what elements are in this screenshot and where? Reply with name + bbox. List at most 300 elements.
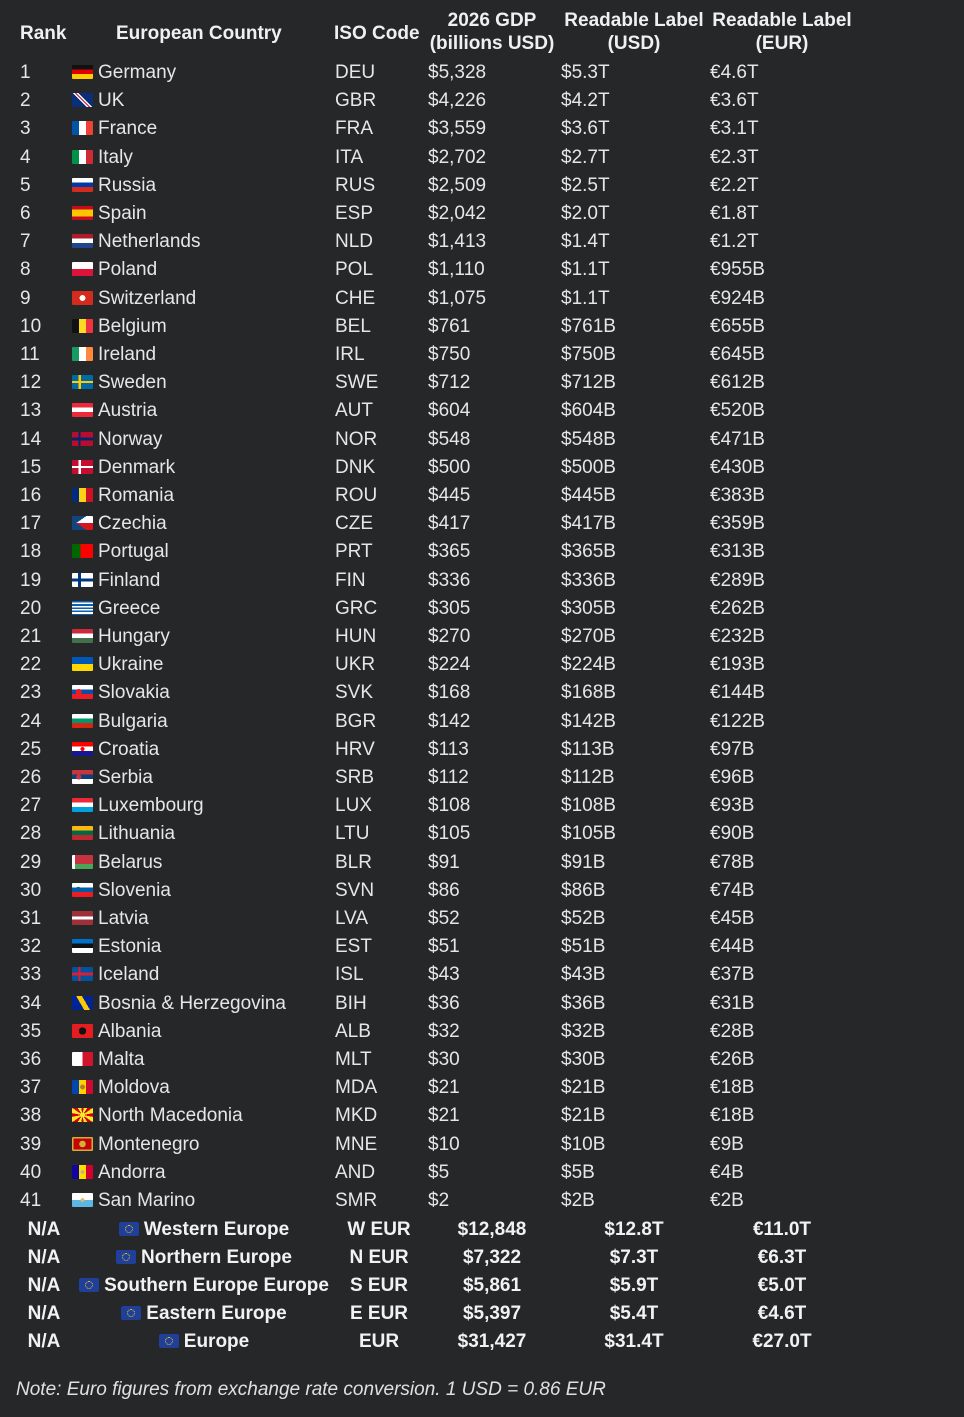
cell-country: [72, 454, 175, 482]
cell-iso: POL: [335, 259, 374, 281]
flag-iceland-icon: [72, 967, 93, 981]
cell-usd: $2.5T: [561, 174, 610, 196]
cell-rank: 36: [20, 1049, 42, 1070]
cell-iso: BLR: [335, 851, 372, 873]
cell-usd: $86B: [561, 879, 606, 901]
cell-rank: 27: [20, 795, 42, 817]
flag-estonia-icon: [72, 939, 93, 953]
cell-iso: AUT: [335, 400, 373, 422]
table-row: [0, 849, 964, 877]
cell-usd: $21B: [561, 1077, 606, 1099]
country-name: Ireland: [98, 344, 157, 365]
cell-iso: BEL: [335, 315, 371, 337]
cell-rank: 7: [20, 231, 31, 253]
cell-country: [72, 510, 167, 538]
cell-gdp: $365: [428, 541, 471, 563]
cell-eur: €3.1T: [710, 118, 759, 140]
cell-eur: €122B: [710, 710, 765, 732]
cell-iso: HUN: [335, 626, 377, 647]
table-row: [0, 1159, 964, 1187]
country-name: Ukraine: [98, 654, 164, 676]
cell-rank: 33: [20, 964, 42, 986]
cell-iso: LUX: [335, 795, 372, 817]
country-name: North Macedonia: [98, 1105, 243, 1127]
cell-iso: MNE: [335, 1133, 378, 1155]
cell-usd: $30B: [561, 1049, 606, 1070]
cell-gdp: $270: [428, 626, 471, 647]
cell-gdp: $305: [428, 597, 471, 619]
summary-cell-gdp: $7,322: [462, 1246, 522, 1268]
country-name: Slovenia: [98, 879, 171, 901]
cell-gdp: $21: [428, 1077, 460, 1099]
cell-gdp: $142: [428, 710, 471, 732]
table-row: [0, 313, 964, 341]
flag-moldova-icon: [72, 1080, 93, 1094]
cell-usd: $105B: [561, 823, 616, 845]
country-name: Denmark: [98, 456, 176, 478]
cell-country: [72, 1046, 144, 1074]
country-name: Russia: [98, 174, 157, 196]
country-name: Greece: [98, 597, 161, 619]
cell-usd: $305B: [561, 597, 616, 619]
cell-country: [72, 1187, 195, 1215]
cell-rank: 37: [20, 1077, 42, 1099]
cell-country: [72, 1102, 243, 1130]
summary-cell-usd: $5.4T: [609, 1303, 659, 1325]
flag-czechia-icon: [72, 516, 93, 530]
table-row: [0, 764, 964, 792]
cell-gdp: $2,702: [428, 146, 487, 168]
cell-iso: ISL: [335, 964, 364, 986]
table-row: [0, 961, 964, 989]
cell-rank: 16: [20, 485, 42, 506]
summary-cell-iso: N EUR: [349, 1246, 409, 1268]
cell-rank: 30: [20, 879, 42, 901]
summary-cell-country: [72, 1300, 336, 1328]
cell-iso: SVN: [335, 879, 375, 901]
cell-iso: MKD: [335, 1105, 378, 1127]
cell-eur: €430B: [710, 456, 765, 478]
cell-eur: €359B: [710, 513, 765, 535]
summary-row: [0, 1272, 964, 1300]
cell-country: [72, 679, 170, 707]
cell-gdp: $86: [428, 879, 460, 901]
cell-eur: €78B: [710, 851, 755, 873]
cell-iso: BGR: [335, 710, 377, 732]
cell-gdp: $2: [428, 1190, 450, 1211]
cell-rank: 10: [20, 315, 42, 337]
cell-country: [72, 905, 149, 933]
cell-country: [72, 567, 160, 595]
table-row: [0, 567, 964, 595]
cell-gdp: $30: [428, 1049, 460, 1070]
cell-gdp: $113: [428, 738, 469, 760]
cell-eur: €45B: [710, 908, 755, 929]
flag-slovenia-icon: [72, 883, 93, 897]
cell-iso: MLT: [335, 1049, 372, 1070]
cell-eur: €4.6T: [710, 62, 759, 83]
cell-usd: $761B: [561, 315, 616, 337]
cell-gdp: $750: [428, 344, 471, 365]
cell-iso: SVK: [335, 682, 374, 704]
cell-iso: ESP: [335, 203, 374, 224]
cell-gdp: $91: [428, 851, 460, 873]
cell-usd: $1.1T: [561, 259, 610, 281]
cell-rank: 4: [20, 146, 31, 168]
summary-cell-eur: €6.3T: [757, 1246, 807, 1268]
flag-italy-icon: [72, 150, 93, 164]
cell-country: [72, 200, 147, 228]
summary-cell-eur: €11.0T: [752, 1218, 812, 1240]
flag-poland-icon: [72, 262, 93, 276]
summary-row: [0, 1244, 964, 1272]
cell-rank: 22: [20, 654, 42, 676]
cell-country: [72, 115, 157, 143]
summary-row: [0, 1300, 964, 1328]
region-name: Northern Europe: [141, 1246, 292, 1268]
cell-country: [72, 172, 156, 200]
cell-country: [72, 651, 163, 679]
cell-gdp: $1,075: [428, 287, 487, 309]
cell-country: [72, 313, 167, 341]
summary-cell-eur: €27.0T: [752, 1331, 812, 1353]
flag-germany-icon: [72, 65, 93, 79]
table-row: [0, 877, 964, 905]
header-usd-line1: Readable Label: [564, 10, 704, 31]
table-row: [0, 595, 964, 623]
cell-rank: 19: [20, 569, 42, 591]
cell-gdp: $112: [428, 767, 469, 788]
cell-rank: 17: [20, 513, 42, 535]
cell-usd: $5.3T: [561, 62, 610, 83]
flag-netherlands-icon: [72, 234, 93, 248]
summary-cell-gdp: $31,427: [457, 1331, 527, 1353]
header-gdp-line1: 2026 GDP: [447, 10, 537, 31]
cell-eur: €612B: [710, 372, 765, 394]
cell-eur: €232B: [710, 626, 765, 647]
summary-row: [0, 1328, 964, 1356]
cell-eur: €74B: [710, 879, 755, 901]
header-eur-label: [708, 9, 856, 55]
cell-gdp: $1,413: [428, 231, 487, 253]
cell-usd: $108B: [561, 795, 616, 817]
table-row: [0, 510, 964, 538]
cell-gdp: $761: [428, 315, 471, 337]
cell-usd: $445B: [561, 485, 616, 506]
flag-ireland-icon: [72, 347, 93, 361]
flag-north-macedonia-icon: [72, 1108, 93, 1122]
cell-rank: 38: [20, 1105, 42, 1127]
cell-country: [72, 482, 174, 510]
cell-gdp: $417: [428, 513, 471, 535]
table-row: [0, 144, 964, 172]
country-name: Belarus: [98, 851, 163, 873]
cell-iso: LTU: [335, 823, 370, 845]
cell-iso: DNK: [335, 456, 376, 478]
header-usd-line2: (USD): [607, 33, 661, 54]
cell-eur: €289B: [710, 569, 765, 591]
cell-eur: €262B: [710, 597, 765, 619]
cell-iso: ALB: [335, 1020, 371, 1042]
cell-rank: 9: [20, 287, 31, 309]
cell-usd: $2.7T: [561, 146, 610, 168]
country-name: Germany: [98, 62, 177, 83]
cell-usd: $4.2T: [561, 90, 610, 112]
cell-usd: $36B: [561, 992, 606, 1014]
cell-country: [72, 708, 168, 736]
cell-rank: 15: [20, 456, 42, 478]
cell-gdp: $5,328: [428, 62, 487, 83]
cell-gdp: $2,042: [428, 203, 487, 224]
country-name: Austria: [98, 400, 158, 422]
cell-rank: 2: [20, 90, 31, 112]
table-row: [0, 1046, 964, 1074]
table-row: [0, 1074, 964, 1102]
flag-slovakia-icon: [72, 685, 93, 699]
table-row: [0, 397, 964, 425]
country-name: Malta: [98, 1049, 145, 1070]
cell-usd: $224B: [561, 654, 616, 676]
cell-eur: €471B: [710, 428, 765, 450]
cell-iso: LVA: [335, 908, 369, 929]
summary-cell-rank: N/A: [27, 1331, 61, 1353]
region-name: Southern Europe Europe: [104, 1274, 329, 1296]
cell-eur: €1.2T: [710, 231, 759, 253]
cell-iso: UKR: [335, 654, 376, 676]
cell-country: [72, 792, 204, 820]
cell-rank: 1: [20, 62, 31, 83]
flag-austria-icon: [72, 403, 93, 417]
cell-iso: IRL: [335, 344, 365, 365]
cell-gdp: $1,110: [428, 259, 485, 281]
cell-usd: $336B: [561, 569, 616, 591]
cell-iso: BIH: [335, 992, 367, 1014]
table-row: [0, 454, 964, 482]
country-name: Latvia: [98, 908, 149, 929]
summary-cell-rank: N/A: [27, 1218, 61, 1240]
region-name: Europe: [183, 1331, 250, 1353]
country-name: Serbia: [98, 767, 153, 788]
cell-eur: €2.2T: [710, 174, 759, 196]
flag-montenegro-icon: [72, 1137, 93, 1151]
cell-eur: €90B: [710, 823, 755, 845]
footnote: Note: Euro figures from exchange rate conversion. 1 USD = 0.86 EUR: [16, 1379, 606, 1400]
table-row: [0, 679, 964, 707]
country-name: Lithuania: [98, 823, 176, 845]
cell-usd: $168B: [561, 682, 616, 704]
cell-gdp: $168: [428, 682, 471, 704]
cell-country: [72, 849, 162, 877]
country-name: Bosnia & Herzegovina: [98, 992, 286, 1014]
cell-rank: 34: [20, 992, 42, 1014]
cell-iso: ROU: [335, 485, 378, 506]
cell-country: [72, 1159, 166, 1187]
header-country: European Country: [116, 23, 282, 44]
country-name: Luxembourg: [98, 795, 204, 817]
flag-finland-icon: [72, 573, 93, 587]
header-iso: ISO Code: [334, 23, 420, 44]
country-name: Switzerland: [98, 287, 197, 309]
cell-gdp: $4,226: [428, 90, 487, 112]
cell-gdp: $32: [428, 1020, 460, 1042]
eu-flag-icon: [116, 1250, 136, 1264]
cell-iso: EST: [335, 936, 372, 958]
country-name: San Marino: [98, 1190, 196, 1211]
flag-norway-icon: [72, 432, 93, 446]
cell-usd: $750B: [561, 344, 616, 365]
cell-usd: $1.1T: [561, 287, 610, 309]
cell-country: [72, 59, 176, 87]
flag-andorra-icon: [72, 1165, 93, 1179]
country-name: Italy: [98, 146, 133, 168]
summary-cell-eur: €5.0T: [757, 1274, 807, 1296]
cell-gdp: $548: [428, 428, 471, 450]
flag-spain-icon: [72, 206, 93, 220]
cell-eur: €520B: [710, 400, 765, 422]
cell-iso: SMR: [335, 1190, 378, 1211]
cell-usd: $417B: [561, 513, 616, 535]
summary-cell-iso: E EUR: [349, 1303, 409, 1325]
cell-gdp: $3,559: [428, 118, 487, 140]
cell-country: [72, 764, 153, 792]
table-row: [0, 708, 964, 736]
flag-albania-icon: [72, 1024, 93, 1038]
header-eur-line1: Readable Label: [712, 10, 852, 31]
cell-eur: €18B: [710, 1105, 755, 1127]
cell-eur: €18B: [710, 1077, 755, 1099]
table-row: [0, 623, 964, 651]
flag-uk-icon: [72, 93, 93, 107]
cell-usd: $43B: [561, 964, 606, 986]
cell-eur: €1.8T: [710, 203, 759, 224]
country-name: Slovakia: [98, 682, 170, 704]
cell-usd: $51B: [561, 936, 606, 958]
cell-eur: €655B: [710, 315, 765, 337]
country-name: Belgium: [98, 315, 167, 337]
country-name: Norway: [98, 428, 163, 450]
cell-usd: $142B: [561, 710, 616, 732]
country-name: Romania: [98, 485, 175, 506]
country-name: UK: [98, 90, 125, 112]
cell-rank: 6: [20, 203, 31, 224]
cell-gdp: $43: [428, 964, 460, 986]
cell-usd: $21B: [561, 1105, 606, 1127]
summary-cell-rank: N/A: [27, 1246, 61, 1268]
cell-eur: €3.6T: [710, 90, 759, 112]
cell-country: [72, 369, 167, 397]
cell-rank: 25: [20, 738, 42, 760]
cell-country: [72, 1074, 170, 1102]
cell-eur: €144B: [710, 682, 765, 704]
cell-iso: RUS: [335, 174, 376, 196]
summary-cell-iso: S EUR: [349, 1274, 409, 1296]
cell-rank: 5: [20, 174, 31, 196]
table-row: [0, 1018, 964, 1046]
flag-france-icon: [72, 121, 93, 135]
table-row: [0, 651, 964, 679]
country-name: Czechia: [98, 513, 167, 535]
summary-cell-usd: $5.9T: [609, 1274, 659, 1296]
flag-sweden-icon: [72, 375, 93, 389]
country-name: Estonia: [98, 936, 162, 958]
cell-gdp: $224: [428, 654, 471, 676]
table-row: [0, 482, 964, 510]
header-usd-label: [561, 9, 707, 55]
summary-cell-iso: EUR: [358, 1331, 400, 1353]
cell-iso: FIN: [335, 569, 366, 591]
cell-eur: €44B: [710, 936, 755, 958]
table-row: [0, 200, 964, 228]
country-name: Sweden: [98, 372, 167, 394]
cell-eur: €37B: [710, 964, 755, 986]
cell-gdp: $445: [428, 485, 471, 506]
summary-cell-country: [72, 1272, 336, 1300]
table-row: [0, 933, 964, 961]
cell-rank: 13: [20, 400, 42, 422]
country-name: Netherlands: [98, 231, 201, 253]
cell-country: [72, 820, 175, 848]
cell-rank: 28: [20, 823, 42, 845]
flag-denmark-icon: [72, 460, 93, 474]
header-gdp: [428, 9, 556, 55]
table-row: [0, 736, 964, 764]
cell-country: [72, 228, 200, 256]
cell-usd: $2.0T: [561, 203, 610, 224]
table-row: [0, 59, 964, 87]
cell-country: [72, 990, 286, 1018]
cell-country: [72, 397, 157, 425]
country-name: Croatia: [98, 738, 160, 760]
table-row: [0, 369, 964, 397]
cell-gdp: $712: [428, 372, 471, 394]
cell-country: [72, 933, 161, 961]
cell-eur: €97B: [710, 738, 755, 760]
header-eur-line2: (EUR): [755, 33, 809, 54]
region-name: Western Europe: [143, 1218, 290, 1240]
flag-belgium-icon: [72, 319, 93, 333]
cell-iso: GRC: [335, 597, 378, 619]
summary-cell-gdp: $12,848: [457, 1218, 527, 1240]
table-row: [0, 285, 964, 313]
cell-country: [72, 538, 169, 566]
cell-iso: GBR: [335, 90, 377, 112]
cell-rank: 31: [20, 908, 42, 929]
cell-usd: $500B: [561, 456, 616, 478]
cell-gdp: $51: [428, 936, 460, 958]
flag-bosnia-icon: [72, 996, 93, 1010]
flag-latvia-icon: [72, 911, 93, 925]
cell-eur: €31B: [710, 992, 755, 1014]
cell-rank: 29: [20, 851, 42, 873]
cell-rank: 23: [20, 682, 42, 704]
cell-rank: 14: [20, 428, 42, 450]
table-row: [0, 115, 964, 143]
country-name: Spain: [98, 203, 147, 224]
cell-iso: MDA: [335, 1077, 378, 1099]
cell-country: [72, 87, 124, 115]
cell-eur: €924B: [710, 287, 765, 309]
cell-iso: ITA: [335, 146, 364, 168]
cell-rank: 24: [20, 710, 42, 732]
cell-usd: $270B: [561, 626, 616, 647]
cell-eur: €9B: [710, 1133, 744, 1155]
cell-eur: €26B: [710, 1049, 755, 1070]
cell-eur: €96B: [710, 767, 755, 788]
cell-iso: CHE: [335, 287, 376, 309]
cell-rank: 32: [20, 936, 42, 958]
country-name: Hungary: [98, 626, 170, 647]
header-rank: Rank: [20, 23, 67, 44]
